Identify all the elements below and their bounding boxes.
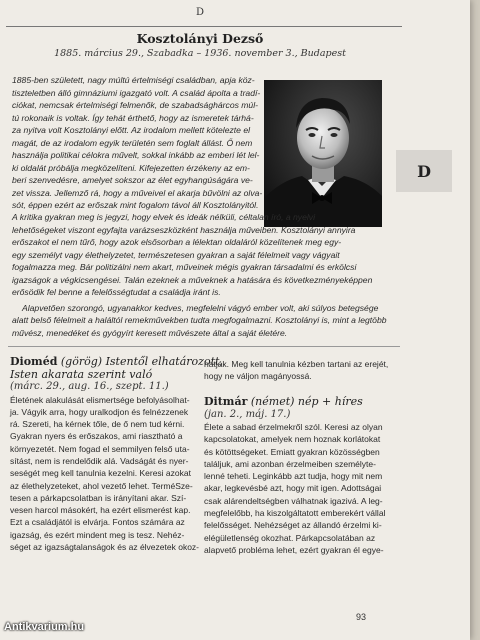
bio-line: egy személyt vagy élethelyzetet, természetesen gyakran a saját félelmeit vagy vágyait xyxy=(12,249,340,260)
bio-paragraph-2 xyxy=(22,302,378,315)
portrait-photo xyxy=(264,80,382,227)
entry-line: rá. Szereti, ha kérnek tőle, de ő nem tud kérni. xyxy=(10,419,185,430)
watermark: Antikvarium.hu xyxy=(4,621,85,633)
entry-origin: (német) xyxy=(250,395,295,408)
entry-origin: (görög) xyxy=(60,355,103,368)
article-title: Kosztolányi Dezső xyxy=(136,31,264,46)
bio-text-wide xyxy=(12,211,372,299)
bio-line: fogalmazza meg. Bár politizálni nem akart, műveinek mégis gyakran társadalmi és erkölcsi xyxy=(12,262,357,272)
bio-line: beri szenvedésre, amelyet sokszor az élet egyhangúságára ve- xyxy=(12,175,253,185)
entry-line: hatják. Meg kell tanulnia kézben tartani az erejét, xyxy=(204,359,389,369)
bio-line: A kritika gyakran meg is jegyzi, hogy elvek és ideák nélküli, céltalan író, a nyelvi xyxy=(12,212,315,222)
entry-heading xyxy=(204,396,400,409)
bio-line: ki oldalát próbálja megközelíteni. Kifejezetten érzékeny az em- xyxy=(12,162,250,173)
bio-line: erőszakot el nem tűrő, hogy azok elsősorban a lélektan oldaláról közelítenek meg egy- xyxy=(12,237,342,247)
entry-diomed-continued xyxy=(204,358,400,383)
entry-meaning: Istentől elhatározott, xyxy=(105,355,223,368)
section-divider xyxy=(8,346,400,347)
bio-text-narrow xyxy=(12,74,262,212)
bio-paragraph-2-rest xyxy=(12,314,387,339)
entry-line: és kötöttségeket. Emiatt gyakran közösségben xyxy=(204,446,380,457)
entry-line: sítást, nem is rendelődik alá. Vadságát és nyer- xyxy=(10,455,189,466)
entry-name: Ditmár xyxy=(204,395,248,408)
entry-line: ja. Vágyik arra, hogy uralkodjon és felnézzenek xyxy=(10,406,189,417)
entry-line: hogy ne váljon magányossá. xyxy=(204,371,312,382)
bio-line: tú rokonaik is voltak. Így tehát érthető, hogy az ismeretek tárhá- xyxy=(12,112,254,123)
running-head-letter: D xyxy=(195,7,205,18)
entry-line: környezetét. Nem fogad el semmilyen felső uta- xyxy=(10,443,190,454)
entry-line: kapcsolatokat, amelyek nem hoznak korlátokat xyxy=(204,434,381,445)
entry-dates: (jan. 2., máj. 17.) xyxy=(204,408,291,420)
page-number: 93 xyxy=(356,612,367,622)
entry-line: tesen a párkapcsolatban is irányítani akar. Szí- xyxy=(10,492,187,503)
entry-line: csak alárendeltségben válhatnak igazivá. A leg- xyxy=(204,495,383,506)
entry-line: Gyakran nyers és erőszakos, ami riasztható a xyxy=(10,431,183,442)
entry-name: Dioméd xyxy=(10,355,58,368)
entry-line: Élete a sabad érzelmekről szól. Keresi az olyan xyxy=(204,422,383,432)
entry-line: akar, legkevésbé azt, hogy mit igen. Adottságai xyxy=(204,483,382,494)
entry-line: alapvető probléma lehet, ezért gyakran él egye- xyxy=(204,544,384,555)
bio-line: használja politikai célokra művelt, sokkal inkább az emberi lét lel- xyxy=(12,150,260,160)
bio-line: sót, éppen ezért az erőszak mint fogalom távol áll Kosztolányitól. xyxy=(12,200,259,210)
bio-line: magát, de az irodalom egyik területén sem foglalt állást. Ő nem xyxy=(12,137,253,148)
bio-line: tiszteletben álló gimnáziumi igazgató volt. A család ápolta a tradí- xyxy=(12,87,261,98)
entry-line: elégületlenség okozhat. Párkapcsolatában az xyxy=(204,532,376,543)
bio-line: lehetőségeket viszont egyfajta varázseszközként használja műveiben. Kosztolányi annyira xyxy=(12,224,356,235)
entry-diomed xyxy=(10,355,223,553)
entry-line: találjuk, ami azonban érzelmeiben személyte- xyxy=(204,458,376,469)
article-subtitle: 1885. március 29., Szabadka – 1936. november 3., Budapest xyxy=(54,48,346,59)
bio-line: ciókat, nemcsak értelmiségi felmenők, de szabadsághárcos múl- xyxy=(12,100,258,110)
section-tab-letter: D xyxy=(417,161,431,181)
section-tab xyxy=(396,150,452,192)
entry-line: séget az igazságtalanságok és az élvezetek okoz- xyxy=(10,542,200,553)
bio-line: igazságok a végkicsengései. Talán ezeknek a műveknek a hatására és következményeképpen xyxy=(12,274,373,285)
entry-line: lenné teheti. Leginkább azt tudja, hogy mit nem xyxy=(204,471,383,482)
entry-line: felelősséget. Nehézséget az állandó érzelmi ki- xyxy=(204,520,382,531)
entry-meaning-line: Isten akarata szerint való xyxy=(10,367,153,381)
entry-line: seségét meg kell tanulnia kezelni. Keresi azokat xyxy=(10,468,191,479)
bio-line: 1885-ben született, nagy múltú értelmiségi családban, apja köz- xyxy=(12,75,255,85)
bio-line: za nyitva volt Kosztolányi előtt. Az irodalom mellett kötelezte el xyxy=(12,125,251,135)
bio-line: zet vissza. Jellemző rá, hogy a műveivel el akarja bűvölni az olva- xyxy=(12,187,263,198)
entry-line: Ezt a családjától is elvárja. Fontos számára az xyxy=(10,517,185,528)
entry-line: megfelelőbb, ha kiszolgáltatott emberekért vállal xyxy=(204,508,386,519)
bio-line: alatt belső félelmeit a haláltól remekművekben tudta megfogalmazni. Kosztolányi is, mint a legtöbb xyxy=(12,315,387,325)
bio-line: erősödik fel benne a felelősségtudat a családja iránt is. xyxy=(12,287,221,297)
entry-dates: (márc. 29., aug. 16., szept. 11.) xyxy=(10,381,169,392)
portrait-illustration xyxy=(264,80,382,227)
entry-meaning: nép + híres xyxy=(297,395,363,408)
bio-line: művész, menedéket és gyógyírt keresett művészete által a saját életére. xyxy=(12,327,288,338)
entry-line: igazság, és ezért mindent meg is tesz. Nehéz- xyxy=(10,529,185,540)
entry-line: vesen harcol másokért, ha ezért elismerést kap. xyxy=(10,505,191,516)
entry-line: Életének alakulását elismertsége befolyásolhat- xyxy=(10,394,190,405)
header-rule xyxy=(6,26,402,27)
entry-line: az élethelyzeteket, ahol vezető lehet. TerméSze- xyxy=(10,480,193,491)
entry-ditmar xyxy=(204,396,400,556)
bio-line: Alapvetően szorongó, ugyanakkor kedves, megfelelni vágyó ember volt, aki súlyos betegsége xyxy=(22,303,379,313)
